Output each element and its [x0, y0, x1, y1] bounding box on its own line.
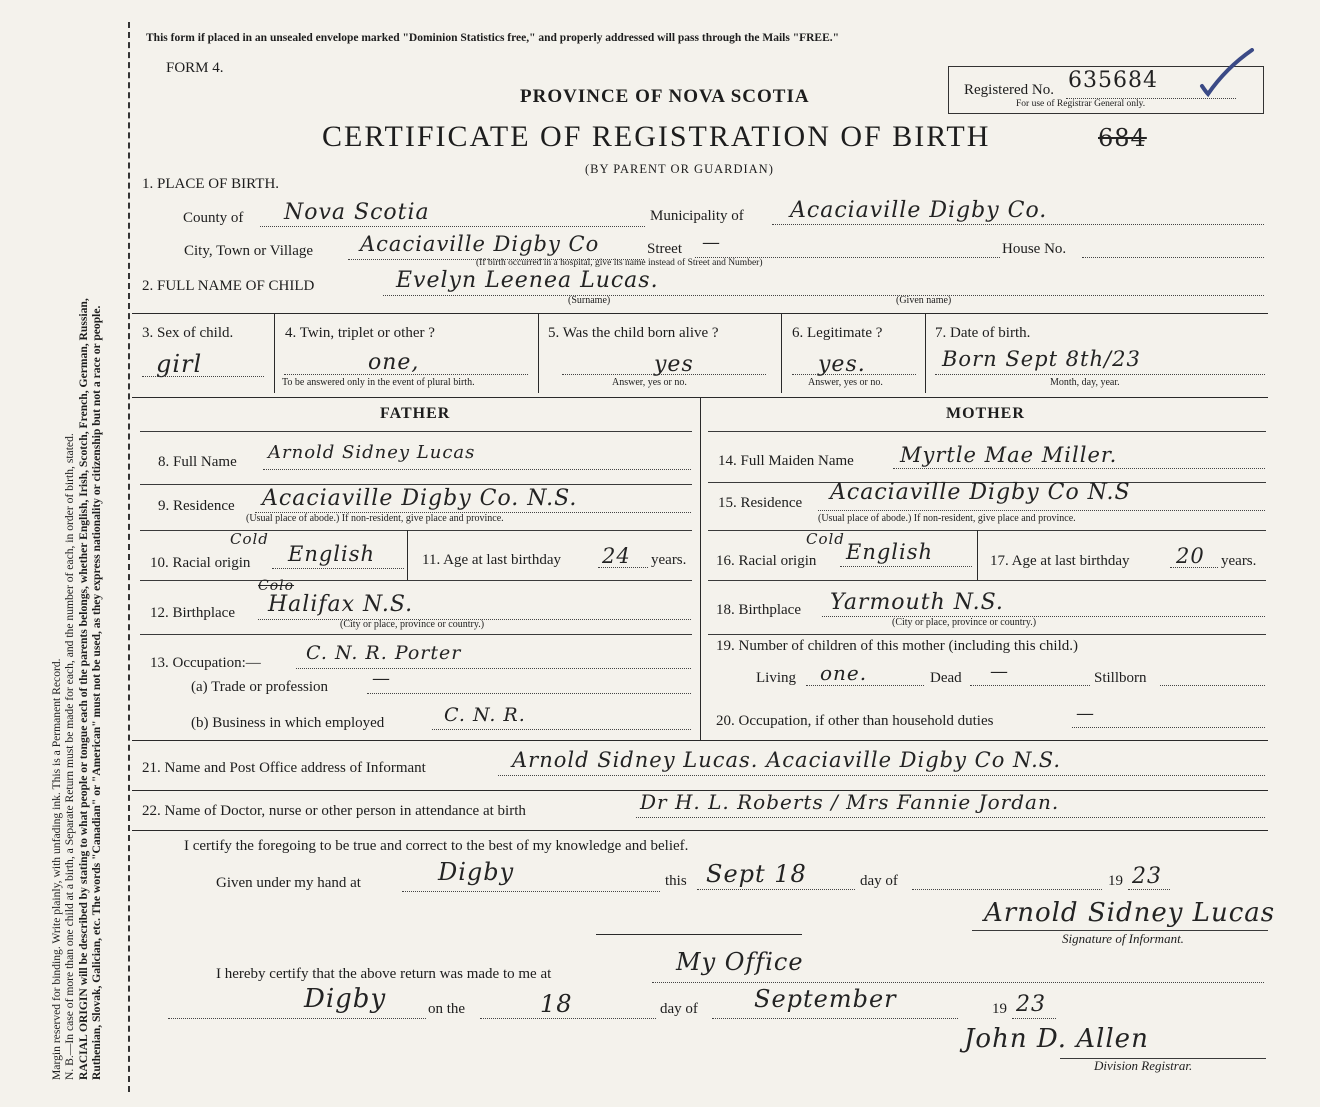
father-race-line: [272, 568, 404, 569]
col-divider-4: [925, 313, 926, 393]
given-label: Given under my hand at: [216, 875, 361, 891]
twin-label: 4. Twin, triplet or other ?: [285, 325, 435, 341]
father-name-value: Arnold Sidney Lucas: [268, 442, 476, 463]
row-divider-informant: [132, 740, 1268, 741]
certify-year-line: [1128, 889, 1170, 890]
mother-name-line: [893, 468, 1265, 469]
father-age-years: years.: [651, 552, 687, 568]
alive-value: yes: [654, 352, 694, 377]
center-separator: [596, 934, 802, 935]
mother-birthplace-note: (City or place, province or country.): [892, 617, 1037, 628]
mother-age-label: 17. Age at last birthday: [990, 553, 1130, 569]
margin-rule: [128, 22, 130, 1092]
registrar-statement: I hereby certify that the above return was made to me at: [216, 966, 552, 982]
father-name-line: [263, 469, 691, 470]
city-label: City, Town or Village: [184, 243, 314, 259]
mother-occupation-value: —: [1076, 703, 1095, 724]
street-value: —: [702, 232, 721, 253]
father-trade-line: [367, 693, 691, 694]
father-business-value: C. N. R.: [444, 704, 526, 726]
mother-rule-1: [708, 431, 1266, 432]
county-label: County of: [183, 210, 244, 226]
house-line: [1082, 257, 1264, 258]
col-divider-1: [274, 313, 275, 393]
registrar-day: 18: [540, 990, 573, 1018]
legitimate-note: Answer, yes or no.: [808, 377, 883, 388]
registrar-place: My Office: [676, 948, 804, 976]
registrar-town: Digby: [304, 984, 387, 1014]
registrar-month-line: [712, 1018, 958, 1019]
this-label: this: [665, 873, 687, 889]
mother-name-label: 14. Full Maiden Name: [718, 453, 854, 469]
certify-day-of: day of: [860, 873, 898, 889]
mother-birthplace-value: Yarmouth N.S.: [830, 590, 1004, 615]
child-name-value: Evelyn Leenea Lucas.: [396, 268, 659, 293]
registrar-place-line: [652, 982, 1264, 983]
this-line: [697, 889, 855, 890]
registrar-month: September: [754, 985, 897, 1013]
father-rule-4: [140, 580, 692, 581]
registered-number: 635684: [1068, 68, 1158, 93]
margin-line-1: Margin reserved for binding. Write plainly, with unfading ink. This is a Permanent Record.: [50, 658, 63, 1080]
mother-residence-line: [818, 510, 1265, 511]
registrar-day-of: day of: [660, 1001, 698, 1017]
margin-line-3: RACIAL ORIGIN will be described by stating to what people or tongue each of the parents belongs, whether English, Irish, Scotch, French, German, Russian,: [76, 298, 90, 1080]
doctor-value: Dr H. L. Roberts / Mrs Fannie Jordan.: [640, 790, 1060, 814]
father-birthplace-label: 12. Birthplace: [150, 605, 235, 621]
this-value: Sept 18: [706, 860, 807, 888]
mother-race-value: English: [846, 540, 934, 564]
mother-children-label: 19. Number of children of this mother (including this child.): [716, 638, 1079, 654]
twin-note: To be answered only in the event of plural birth.: [282, 377, 475, 388]
dob-note: Month, day, year.: [1050, 377, 1120, 388]
mother-heading: MOTHER: [946, 405, 1025, 422]
father-residence-label: 9. Residence: [158, 498, 235, 514]
living-label: Living: [756, 670, 796, 686]
col-divider-2: [538, 313, 539, 393]
mother-age-line: [1170, 567, 1218, 568]
margin-notes: [50, 0, 190, 1080]
dob-value: Born Sept 8th/23: [942, 347, 1141, 371]
alive-label: 5. Was the child born alive ?: [548, 325, 719, 341]
mother-race-label: 16. Racial origin: [716, 553, 817, 569]
certify-statement: I certify the foregoing to be true and correct to the best of my knowledge and belief.: [184, 838, 689, 854]
mother-birthplace-label: 18. Birthplace: [716, 602, 801, 618]
row-divider-top: [132, 313, 1268, 314]
certificate-title: CERTIFICATE OF REGISTRATION OF BIRTH: [322, 120, 991, 153]
sex-value: girl: [156, 350, 203, 378]
father-heading: FATHER: [380, 405, 451, 422]
child-name-label: 2. FULL NAME OF CHILD: [142, 278, 315, 294]
living-line: [806, 685, 924, 686]
alive-note: Answer, yes or no.: [612, 377, 687, 388]
father-rule-2: [140, 484, 692, 485]
registrar-note: For use of Registrar General only.: [1016, 99, 1146, 109]
struck-number: 684: [1098, 124, 1147, 152]
alive-line: [562, 374, 766, 375]
father-birthplace-value: Halifax N.S.: [268, 592, 414, 617]
child-name-line: [383, 295, 1264, 296]
sex-label: 3. Sex of child.: [142, 325, 234, 341]
mother-occupation-label: 20. Occupation, if other than household duties: [716, 713, 994, 729]
city-value: Acaciaville Digby Co: [360, 232, 600, 256]
dead-label: Dead: [930, 670, 962, 686]
form-number: FORM 4.: [166, 60, 224, 76]
father-race-value: English: [288, 542, 376, 566]
mother-birthplace-line: [822, 616, 1265, 617]
father-business-label: (b) Business in which employed: [191, 715, 385, 731]
parents-center-divider: [700, 397, 701, 740]
municipality-value: Acaciaville Digby Co.: [790, 198, 1048, 223]
registrar-signature: John D. Allen: [964, 1024, 1149, 1054]
registrar-day-line: [480, 1018, 656, 1019]
margin-line-2: N. B.—In case of more than one child at a birth, a Separate Return must be made for each, and the number of each, in order of birth, stated.: [63, 433, 77, 1080]
mother-race-divider: [977, 530, 978, 580]
stillborn-label: Stillborn: [1094, 670, 1147, 686]
informant-line: [498, 775, 1265, 776]
certify-year-prefix: 19: [1108, 873, 1123, 889]
father-trade-value: —: [372, 668, 391, 689]
margin-line-4: Ruthenian, Slovak, Galician, etc. The words "Canadian" or "American" must not be used, as they express nationality or citizenship but not a race or people.: [90, 305, 104, 1080]
mother-rule-3: [708, 530, 1266, 531]
dead-line: [970, 685, 1090, 686]
dead-value: —: [990, 661, 1009, 682]
row-divider-certify: [132, 830, 1268, 831]
father-race-divider: [407, 530, 408, 580]
father-race-over: Cold: [230, 530, 269, 548]
certify-year-value: 23: [1132, 864, 1162, 889]
surname-note: (Surname): [568, 295, 611, 306]
checkmark-icon: [1196, 48, 1256, 98]
father-race-label: 10. Racial origin: [150, 555, 251, 571]
twin-value: one,: [368, 350, 420, 375]
given-place-line: [402, 891, 660, 892]
father-rule-1: [140, 431, 692, 432]
mother-residence-value: Acaciaville Digby Co N.S: [830, 480, 1131, 505]
mother-rule-4: [708, 580, 1266, 581]
place-heading: 1. PLACE OF BIRTH.: [142, 176, 280, 192]
mother-residence-note: (Usual place of abode.) If non-resident, give place and province.: [818, 513, 1076, 524]
municipality-line: [772, 224, 1264, 225]
mother-rule-5: [708, 634, 1266, 635]
dob-label: 7. Date of birth.: [935, 325, 1031, 341]
registrar-year-prefix: 19: [992, 1001, 1007, 1017]
legitimate-value: yes.: [818, 352, 866, 377]
mother-residence-label: 15. Residence: [718, 495, 803, 511]
mother-age-value: 20: [1176, 544, 1205, 568]
county-line: [260, 226, 645, 227]
sex-line: [142, 376, 264, 377]
mother-race-line: [840, 566, 972, 567]
hospital-note: (If birth occurred in a hospital, give its name instead of Street and Number): [476, 258, 763, 268]
father-age-label: 11. Age at last birthday: [422, 552, 561, 568]
doctor-line: [636, 817, 1265, 818]
stillborn-line: [1160, 685, 1265, 686]
father-business-line: [432, 729, 691, 730]
informant-label: 21. Name and Post Office address of Informant: [142, 760, 426, 776]
twin-line: [284, 374, 528, 375]
legitimate-label: 6. Legitimate ?: [792, 325, 883, 341]
living-value: one.: [820, 661, 868, 685]
informant-value: Arnold Sidney Lucas. Acaciaville Digby Co N.S.: [512, 748, 1062, 772]
registrar-on-the: on the: [428, 1001, 466, 1017]
house-label: House No.: [1002, 241, 1067, 257]
father-trade-label: (a) Trade or profession: [191, 679, 329, 695]
informant-signature-caption: Signature of Informant.: [1062, 931, 1184, 946]
given-place: Digby: [438, 858, 515, 886]
mother-age-years: years.: [1221, 553, 1257, 569]
father-residence-note: (Usual place of abode.) If non-resident, give place and province.: [246, 513, 504, 524]
county-value: Nova Scotia: [284, 200, 430, 225]
father-residence-value: Acaciaville Digby Co. N.S.: [262, 486, 578, 511]
doctor-label: 22. Name of Doctor, nurse or other person in attendance at birth: [142, 803, 526, 819]
registrar-signature-caption: Division Registrar.: [1094, 1058, 1193, 1073]
informant-signature: Arnold Sidney Lucas: [984, 898, 1276, 928]
father-occupation-value: C. N. R. Porter: [306, 642, 462, 664]
father-age-line: [598, 567, 648, 568]
province-heading: PROVINCE OF NOVA SCOTIA: [520, 86, 810, 107]
certify-day-line: [912, 889, 1102, 890]
col-divider-3: [781, 313, 782, 393]
father-rule-5: [140, 634, 692, 635]
mother-occupation-line: [1072, 727, 1265, 728]
dob-line: [935, 374, 1265, 375]
mail-notice: This form if placed in an unsealed envelope marked "Dominion Statistics free," and properly addressed will pass through the Mails "FREE.": [146, 32, 840, 44]
father-name-label: 8. Full Name: [158, 454, 237, 470]
father-occupation-line: [296, 668, 691, 669]
registered-label: Registered No.: [964, 82, 1054, 98]
father-rule-3: [140, 530, 692, 531]
father-occupation-label: 13. Occupation:—: [150, 655, 261, 671]
father-age-value: 24: [602, 544, 631, 568]
certificate-subtitle: (BY PARENT OR GUARDIAN): [585, 162, 774, 176]
legitimate-line: [792, 374, 916, 375]
registrar-year-line: [1012, 1018, 1056, 1019]
given-name-note: (Given name): [896, 295, 952, 306]
registrar-town-line: [168, 1018, 426, 1019]
street-label: Street: [647, 241, 682, 257]
father-birthplace-note: (City or place, province or country.): [340, 619, 485, 630]
municipality-label: Municipality of: [650, 208, 744, 224]
mother-race-over: Cold: [806, 530, 845, 548]
father-birthplace-over: Colo: [258, 578, 295, 594]
registrar-year: 23: [1016, 992, 1046, 1017]
mother-name-value: Myrtle Mae Miller.: [900, 443, 1118, 467]
